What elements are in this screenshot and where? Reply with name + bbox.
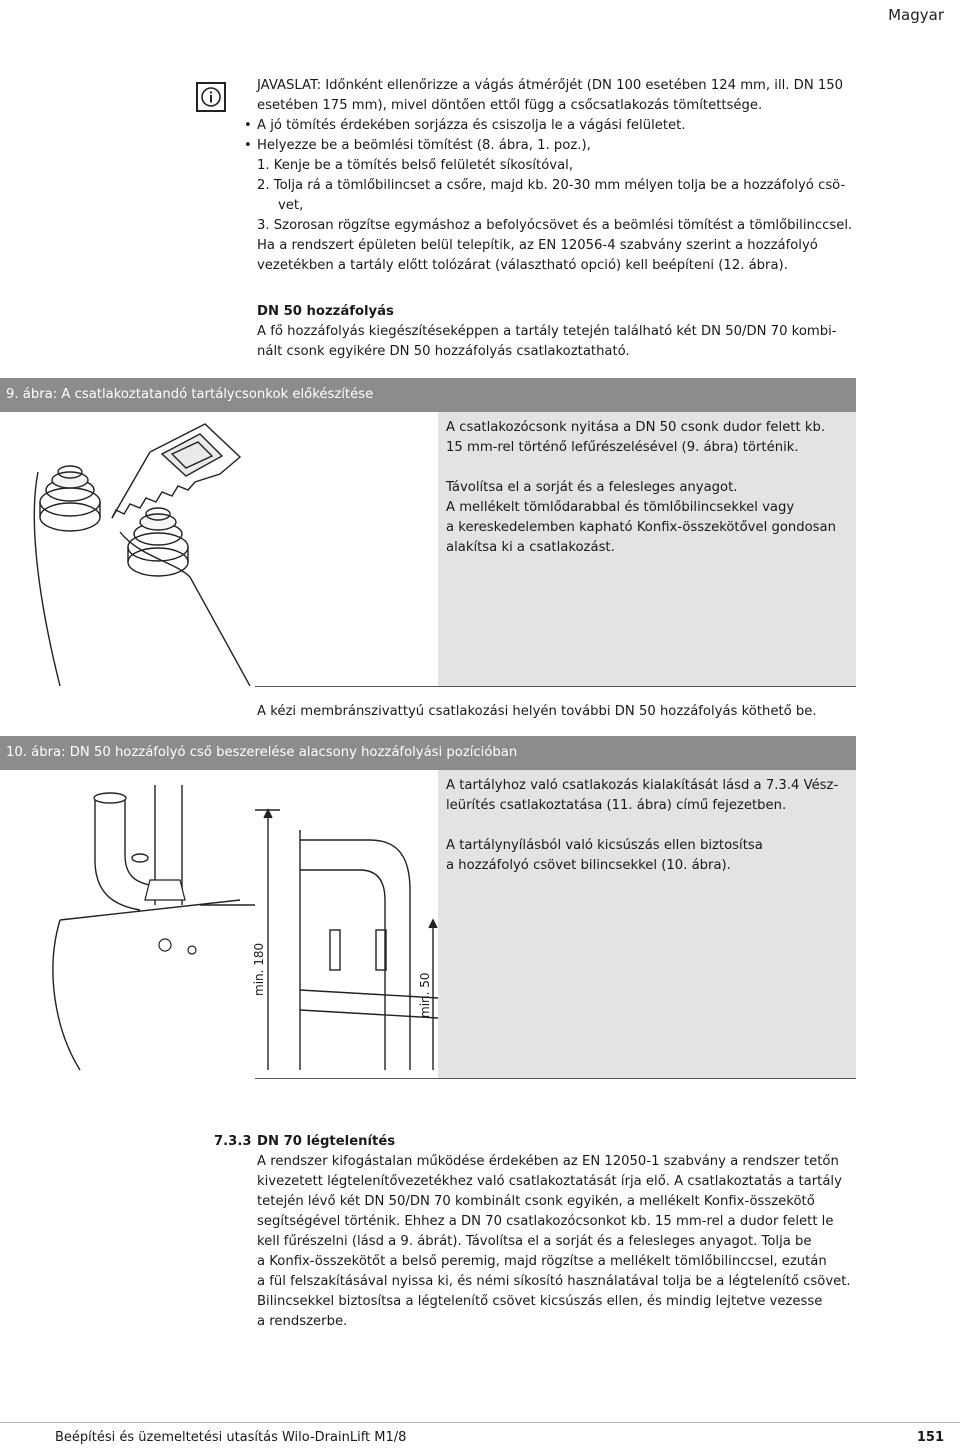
section-title: DN 70 légtelenítés (257, 1134, 396, 1149)
intro-bullet: • Helyezze be a beömlési tömítést (8. ábra, 1. poz.), (257, 136, 867, 156)
figure-9-caption: 9. ábra: A csatlakoztatandó tartálycsonkok előkészítése (0, 378, 856, 412)
language-label: Magyar (888, 6, 944, 24)
footer-divider (0, 1422, 960, 1423)
dn50-line: nált csonk egyikére DN 50 hozzáfolyás csatlakoztatható. (257, 344, 630, 359)
intro-step: 2. Tolja rá a tömlőbilincset a csőre, majd kb. 20-30 mm mélyen tolja be a hozzáfolyó csö- (257, 178, 846, 193)
figure-10-panel-text (446, 776, 838, 876)
dimension-label-b (416, 960, 436, 1020)
dn50-title: DN 50 hozzáfolyás (257, 304, 394, 319)
inlet-pipe-illustration (0, 770, 438, 1078)
divider (255, 1078, 856, 1079)
intro-step: 1. Kenje be a tömítés belső felületét síkosítóval, (257, 158, 574, 173)
intro-line: JAVASLAT: Időnként ellenőrizze a vágás átmérőjét (DN 100 esetében 124 mm, ill. DN 150 (257, 78, 844, 93)
info-icon (196, 82, 226, 112)
footer-title: Beépítési és üzemeltetési utasítás Wilo-DrainLift M1/8 (55, 1430, 407, 1445)
panel-spacer (446, 816, 838, 836)
section-line: segítségével történik. Ehhez a DN 70 csatlakozócsonkot kb. 15 mm-rel a dudor felett le (257, 1214, 834, 1229)
section-number: 7.3.3 (214, 1134, 252, 1149)
figure-10-caption: 10. ábra: DN 50 hozzáfolyó cső beszerelése alacsony hozzáfolyási pozícióban (0, 736, 856, 770)
intro-step-cont: vet, (278, 198, 304, 213)
intro-line: vezetékben a tartály előtt tolózárat (választható opció) kell beépíteni (12. ábra). (257, 258, 788, 273)
panel-line: a kereskedelemben kapható Konfix-összekötővel gondosan (446, 520, 836, 535)
panel-line: A csatlakozócsonk nyitása a DN 50 csonk dudor felett kb. (446, 420, 826, 435)
intro-line: esetében 175 mm), mivel döntően ettől függ a csőcsatlakozás tömítettsége. (257, 98, 763, 113)
dn50-line: A fő hozzáfolyás kiegészítéseképpen a tartály tetején található két DN 50/DN 70 kombi- (257, 324, 837, 339)
section-line: tetején lévő két DN 50/DN 70 kombinált csonk egyikén, a mellékelt Konfix-összekötő (257, 1194, 815, 1209)
intro-step: 3. Szorosan rögzítse egymáshoz a befolyócsövet és a beömlési tömítést a tömlőbilinccsel. (257, 218, 853, 233)
saw-and-sockets-illustration (0, 412, 438, 686)
panel-line: leürítés csatlakoztatása (11. ábra) című fejezetben. (446, 798, 787, 813)
dn50-block (257, 302, 867, 362)
panel-line: a hozzáfolyó csövet bilincsekkel (10. ábra). (446, 858, 731, 873)
tank-edge (53, 920, 80, 1070)
section-line: a Konfix-összekötőt a belső peremig, majd rögzítse a mellékelt tömlőbilinccsel, ezután (257, 1254, 827, 1269)
figure-9-panel-text (446, 418, 836, 558)
page-number: 151 (916, 1430, 944, 1445)
section-line: A rendszer kifogástalan működése érdekében az EN 12050-1 szabvány a rendszer tetőn (257, 1154, 839, 1169)
intro-bullet: • A jó tömítés érdekében sorjázza és csiszolja le a vágási felületet. (257, 116, 867, 136)
section-line: kivezetett légtelenítővezetékhez való csatlakoztatását írja elő. A csatlakoztatás a tartály (257, 1174, 842, 1189)
dim-text: min. 50 (418, 972, 432, 1018)
panel-line: alakítsa ki a csatlakozást. (446, 540, 615, 555)
panel-line: 15 mm-rel történő lefűrészelésével (9. ábra) történik. (446, 440, 799, 455)
section-line: a rendszerbe. (257, 1314, 348, 1329)
divider (255, 686, 856, 687)
dimension-label-a (250, 938, 270, 998)
membrane-pump-note: A kézi membránszivattyú csatlakozási helyén további DN 50 hozzáfolyás köthető be. (257, 704, 817, 719)
panel-line: A tartályhoz való csatlakozás kialakítását lásd a 7.3.4 Vész- (446, 778, 839, 793)
panel-spacer (446, 458, 836, 478)
panel-line: Távolítsa el a sorját és a felesleges anyagot. (446, 480, 738, 495)
figure-10-drawing (0, 770, 438, 1078)
intro-line: Ha a rendszert épületen belül telepítik, az EN 12056-4 szabvány szerint a hozzáfolyó (257, 238, 818, 253)
figure-9-drawing (0, 412, 438, 686)
intro-block (257, 76, 867, 276)
section-line: kell fűrészelni (lásd a 9. ábrát). Távolítsa el a sorját és a felesleges anyagot. Tolja be (257, 1234, 812, 1249)
info-icon-graphic (198, 84, 224, 110)
panel-line: A mellékelt tömlődarabbal és tömlőbilincsekkel vagy (446, 500, 795, 515)
section-line: Bilincsekkel biztosítsa a légtelenítő csövet kicsúszás ellen, és mindig lejtetve vezesse (257, 1294, 823, 1309)
section-7-3-3 (257, 1132, 867, 1332)
panel-line: A tartálynyílásból való kicsúszás ellen biztosítsa (446, 838, 763, 853)
dim-text: min. 180 (252, 942, 266, 996)
section-line: a fül felszakításával nyissa ki, és némi síkosító használatával tolja be a légtelenítő csövet. (257, 1274, 851, 1289)
